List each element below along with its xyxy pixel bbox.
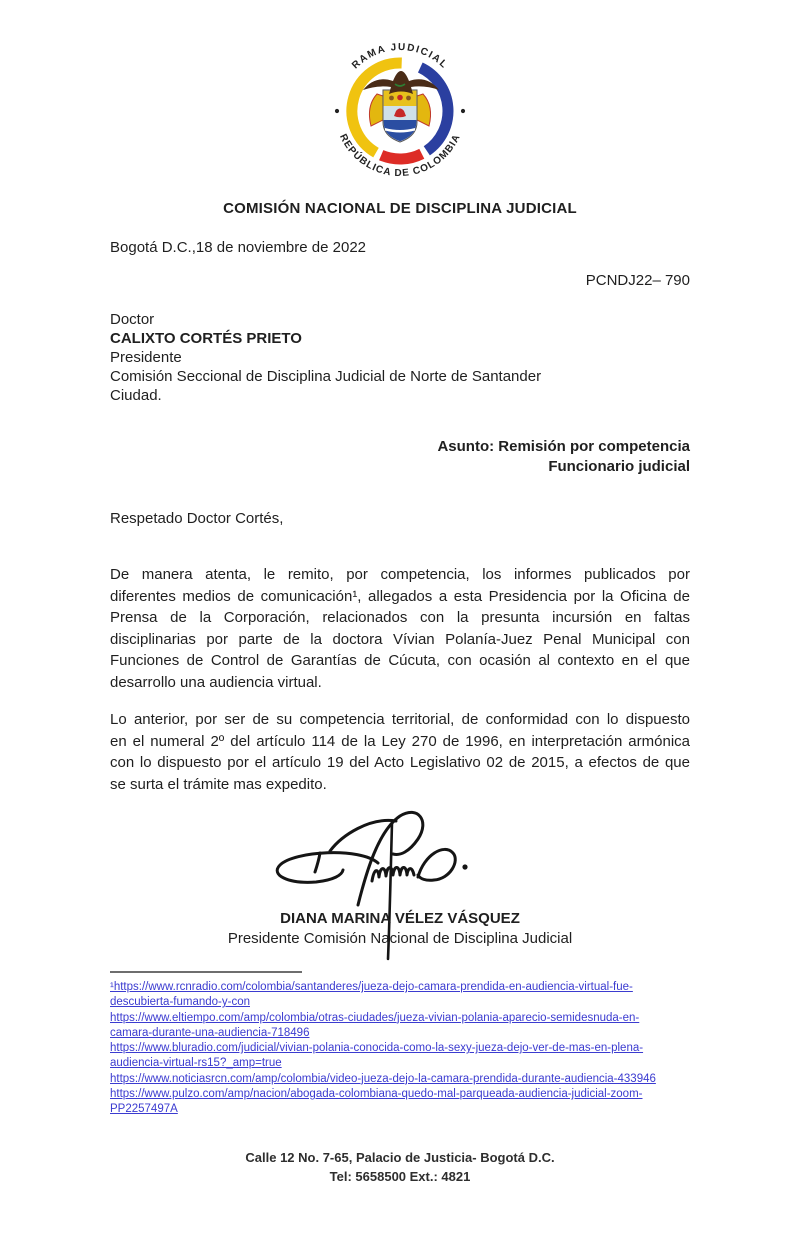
seal-graphic <box>325 36 475 186</box>
seal-right-dot <box>461 109 465 113</box>
paragraph-line: diferentes medios de comunicación¹, allegados a esta Presidencia por la Oficina de <box>110 587 690 605</box>
paragraph-line: desarrollo una audiencia virtual. <box>110 673 322 691</box>
footnotes <box>110 971 690 1118</box>
page-footer <box>110 1148 690 1186</box>
footnote-link-line: https://www.eltiempo.com/amp/colombia/otras-ciudades/jueza-vivian-polania-aparecio-semidesnuda-en- <box>110 1011 640 1024</box>
recipient-name: CALIXTO CORTÉS PRIETO <box>110 330 302 347</box>
footnote-links <box>110 980 690 1118</box>
paragraph-line: disciplinarias por parte de la doctora Vívian Polanía-Juez Penal Municipal con <box>110 630 690 648</box>
cornucopia-right <box>406 96 411 101</box>
footnote-separator <box>110 971 302 973</box>
seal-top-text: RAMA JUDICIAL <box>350 41 450 72</box>
signature-block <box>110 809 690 949</box>
subject-line-1: Asunto: Remisión por competencia <box>437 438 690 455</box>
seal-bottom-text: REPÚBLICA DE COLOMBIA <box>337 132 463 180</box>
footnote-link-line: audiencia-virtual-rs15?_amp=true <box>110 1057 282 1070</box>
recipient-role: Presidente <box>110 349 182 366</box>
seal-ring-red <box>381 154 422 159</box>
footer-phone: Tel: 5658500 Ext.: 4821 <box>329 1168 471 1184</box>
recipient-block <box>110 310 690 405</box>
footnote-link-line: PP2257497A <box>110 1103 178 1116</box>
paragraph-line: Funciones de Control de Garantías de Cúcuta, con ocasión al contexto en el que <box>110 652 690 669</box>
paragraph-line: con lo dispuesto por el artículo 19 del Acto Legislativo 02 de 2015, a efectos de que <box>110 754 690 771</box>
paragraph-line: De manera atenta, le remito, por competencia, los informes publicados por <box>110 566 690 583</box>
footnote-link-line: descubierta-fumando-y-con <box>110 996 250 1009</box>
subject-block <box>110 437 690 477</box>
footnote-link-line: https://www.bluradio.com/judicial/vivian-polania-conocida-como-la-sexy-jueza-dejo-ver-de-mas-en-plena- <box>110 1042 644 1055</box>
footnote-link-line: ¹https://www.rcnradio.com/colombia/santanderes/jueza-dejo-camara-prendida-en-audiencia-virtual-fue- <box>110 981 633 993</box>
coat-of-arms <box>363 71 439 142</box>
paragraph-line: Prensa de la Corporación, relacionados con la presunta incursión en faltas <box>110 609 690 626</box>
recipient-treatment: Doctor <box>110 311 155 328</box>
footer-address: Calle 12 No. 7-65, Palacio de Justicia- Bogotá D.C. <box>245 1149 555 1165</box>
seal-left-dot <box>335 109 339 113</box>
date-line: Bogotá D.C.,18 de noviembre de 2022 <box>110 239 367 256</box>
body-paragraph-2 <box>110 709 690 795</box>
paragraph-line: en el numeral 2º del artículo 114 de la Ley 270 de 1996, en interpretación armónica <box>110 732 690 750</box>
body-paragraph-1 <box>110 564 690 693</box>
paragraph-line: Lo anterior, por ser de su competencia territorial, de conformidad con lo dispuesto <box>110 711 690 728</box>
paragraph-line: se surta el trámite mas expedito. <box>110 775 327 793</box>
reference-number: PCNDJ22– 790 <box>585 272 690 289</box>
greeting: Respetado Doctor Cortés, <box>110 510 284 527</box>
rama-judicial-seal <box>325 36 475 186</box>
footnote-link-line: https://www.pulzo.com/amp/nacion/abogada-colombiana-quedo-mal-parqueada-audiencia-judicial-zoom- <box>110 1088 643 1101</box>
subject-line-2: Funcionario judicial <box>548 458 690 475</box>
footnote-link-line: camara-durante-una-audiencia-718496 <box>110 1026 310 1039</box>
recipient-entity: Comisión Seccional de Disciplina Judicial de Norte de Santander <box>110 368 542 385</box>
signer-role: Presidente Comisión Nacional de Disciplina Judicial <box>227 930 573 947</box>
handwritten-signature <box>260 809 540 909</box>
pomegranate <box>397 95 403 101</box>
signer-name: DIANA MARINA VÉLEZ VÁSQUEZ <box>280 910 520 927</box>
letter-page <box>0 36 800 1260</box>
footnote-link-line: https://www.noticiasrcn.com/amp/colombia/video-jueza-dejo-la-camara-prendida-durante-audiencia-433946 <box>110 1072 656 1085</box>
cornucopia-left <box>389 96 394 101</box>
recipient-city: Ciudad. <box>110 387 162 404</box>
page-title: COMISIÓN NACIONAL DE DISCIPLINA JUDICIAL <box>223 200 577 217</box>
